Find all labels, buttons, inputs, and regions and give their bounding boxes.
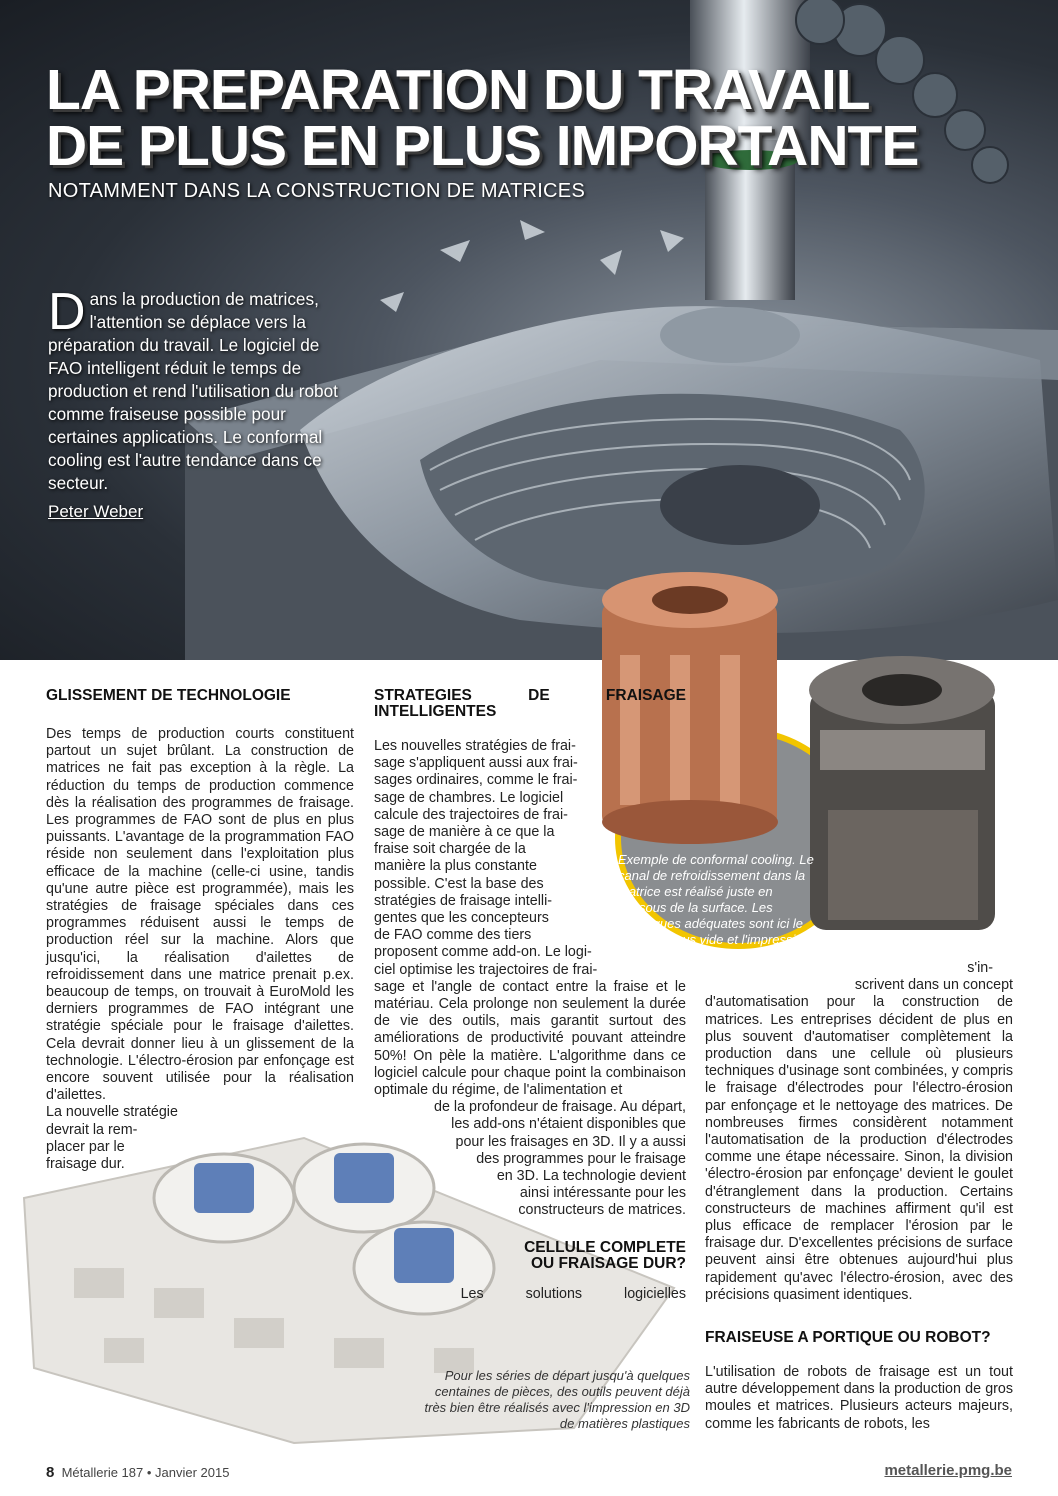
col1-tail-1: La nouvelle stratégie [46,1104,178,1121]
heading-glissement: GLISSEMENT DE TECHNOLOGIE [46,687,291,704]
col2-narrow-block [374,738,598,979]
lead-text: ans la production de matrices, l'attention se déplace vers la préparation du travail. Le logiciel de FAO intelligent réduit le temps de production et rend l'utilisation du robot comme fraiseuse possible pour certaines applications. Le conformal cooling est l'autre tendance dans ce secteur. [48,289,338,493]
col3-text-2: L'utilisation de robots de fraisage est un tout autre développement dans la production de gros moules et matrices. Plusieurs acteurs majeurs, comme les fabricants de robots, les [705,1364,1013,1432]
heading-fraiseuse: FRAISEUSE A PORTIQUE OU ROBOT? [705,1329,991,1347]
col3-start-1: s'in- [967,960,993,976]
col2-line: proposent comme add-on. Le logi- [374,944,592,961]
title-line-1: LA PREPARATION DU TRAVAIL [46,58,870,122]
col2-tail: Les solutions logicielles [460,1285,686,1302]
col1-tail-3: placer par le [46,1138,125,1155]
heading-cellule [374,1240,686,1272]
col2-line: de FAO comme des tiers [374,927,532,944]
column-3 [705,960,1013,1433]
column-2 [374,688,686,1303]
col1-text: Des temps de production courts constituent partout un sujet brûlant. La construction de matrices ne fait pas exception à la règle. La réduction du temps de production commence dès la réalisation des programmes de fraisage. Les programmes de FAO sont de plus en plus puissants. L'avantage de la programmation FAO réside non seulement dans l'exploitation plus efficace de la machine (celle-ci usine, tandis qu'une autre pièce est programmée), mais les stratégies de fraisage spéciales dans ces programmes réduisent aussi le temps de production réel sur la machine. Alors que jusqu'ici, la réalisation d'ailettes de refroidissement dans une matrice prenait p.ex. beaucoup de temps, on trouvait à EuroMold les derniers programmes de FAO intégrant une stratégie spéciale pour le fraisage d'ailettes. Cela devrait donner lieu à un glissement de la technologie. L'électro-érosion par enfonçage est encore souvent utilisée pour la réalisation d'ailettes. [46,726,354,1104]
col2-right-line: pour les fraisages en 3D. Il y a aussi [455,1133,686,1150]
col1-tail-2: devrait la rem- [46,1121,138,1138]
col2-line: sage de manière à ce que la [374,824,555,841]
dropcap: D [48,283,86,341]
lead-paragraph [48,283,338,495]
col2-line: calcule des trajectoires de frai- [374,806,568,823]
plastic-caption: Pour les séries de départ jusqu'à quelques centaines de pièces, des outils peuvent déjà très bien être réalisés avec l'impression en 3D de matières plastiques [424,1368,690,1431]
column-1 [46,688,354,1173]
col2-right-line: des programmes pour le fraisage [476,1150,686,1167]
col1-tail-4: fraisage dur. [46,1156,125,1173]
col2-right-line: en 3D. La technologie devient [496,1168,686,1185]
col2-right-line: de la profondeur de fraisage. Au départ, [434,1099,686,1116]
heading-cellule-line-2: OU FRAISAGE DUR? [531,1254,686,1272]
col2-line: manière la plus constante [374,858,537,875]
article-subtitle: NOTAMMENT DANS LA CONSTRUCTION DE MATRICES [48,180,586,202]
footer-url-link[interactable]: metallerie.pmg.be [884,1462,1012,1479]
col2-line: ciel optimise les trajectoires de frai- [374,961,598,978]
cooling-caption: Exemple de conformal cooling. Le canal de refroidissement dans la matrice est réalisé juste en dessous de la surface. Les techniques adéquates sont ici le brasage sous vide et l'impression en 3D [618,852,814,963]
author-link[interactable]: Peter Weber [48,502,144,521]
footer-issue [46,1464,229,1481]
article-title [46,58,919,178]
col2-line: gentes que les concepteurs [374,910,549,927]
col3-text: d'automatisation pour la construction de matrices. Les entreprises décident de plus en plus souvent d'automatiser complètement la production dans une cellule où plusieurs techniques d'usinage sont combinées, y compris le fraisage d'électrodes pour l'électro-érosion par enfonçage et le nettoyage des matrices. De nombreuses firmes considèrent notamment l'automatisation de la production d'électrodes comme une étape nécessaire. Sinon, la division 'électro-érosion par enfonçage' devient le goulet d'étranglement dans la production. Certains constructeurs de machines affirment qu'il est plus efficace de remplacer l'érosion par le fraisage dur. D'excellentes précisions de surface peuvent ainsi être obtenues aujourd'hui plus rapidement qu'avec l'électro-érosion, avec des précisions quasiment identiques. [705,994,1013,1303]
col3-start-2: scrivent dans un concept [854,977,1013,994]
heading-cellule-line-1: CELLULE COMPLETE [524,1238,686,1256]
col2-right-block [374,1099,686,1219]
col2-right-line: ainsi intéressante pour les [519,1185,686,1202]
title-line-2: DE PLUS EN PLUS IMPORTANTE [46,114,919,178]
heading-strategies: STRATEGIES DE FRAISAGE INTELLIGENTES [374,687,686,720]
issue-text: Métallerie 187 • Janvier 2015 [61,1465,230,1480]
col2-line: sage de chambres. Le logiciel [374,789,564,806]
col2-line: Les nouvelles stratégies de frai- [374,738,576,754]
page-number: 8 [46,1464,55,1481]
col2-right-line: constructeurs de matrices. [518,1202,686,1219]
col2-line: possible. C'est la base des [374,875,544,892]
col2-line: sage s'appliquent aussi aux frai- [374,755,578,772]
col2-wide-text: sage et l'angle de contact entre la fraise et le matériau. Cela prolonge non seulement la durée de vie des outils, mais garantit surtout des améliorations de productivité pouvant atteindre 50%! On pèle la matière. L'algorithme dans ce logiciel calcule pour chaque point la combinaison optimale du régime, de l'alimentation et [374,978,686,1099]
col2-line: stratégies de fraisage intelli- [374,892,553,909]
col2-right-line: les add-ons n'étaient disponibles que [451,1116,686,1133]
col2-line: fraise soit chargée de la [374,841,526,858]
col2-line: sages ordinaires, comme le frai- [374,772,578,789]
